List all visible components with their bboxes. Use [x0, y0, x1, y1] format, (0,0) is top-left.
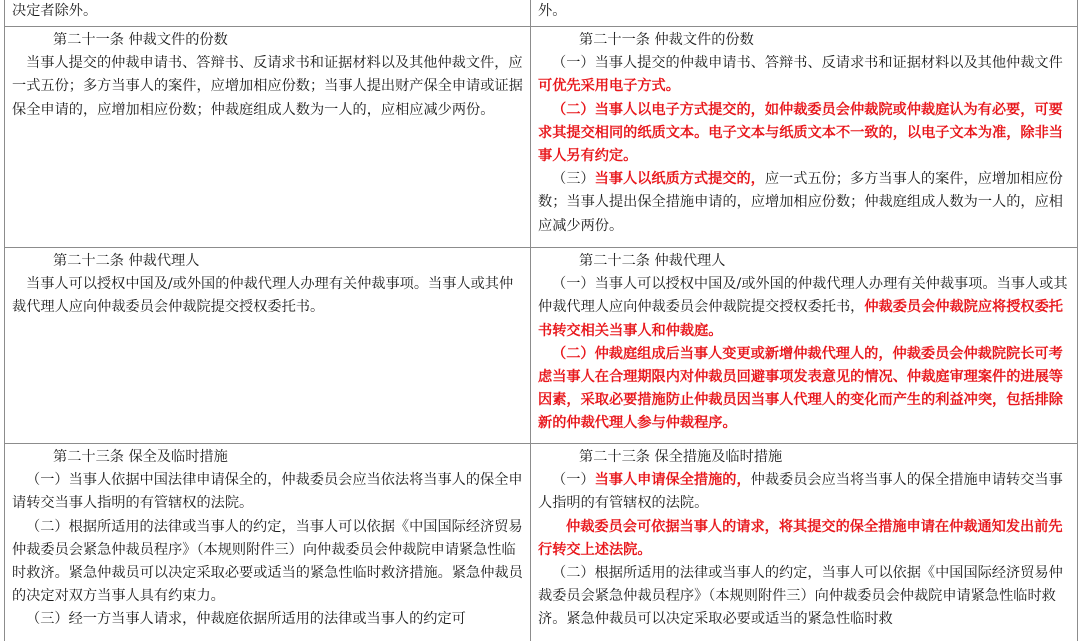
- paragraph: （二）根据所适用的法律或当事人的约定，当事人可以依据《中国国际经济贸易仲裁委员会紧急仲裁员程序》（本规则附件三）向仲裁委员会仲裁院申请紧急性临时救济。紧急仲裁员可以决定采取必要或适当的紧急性临时救: [538, 565, 1063, 628]
- amended-text: 可优先采用电子方式。: [538, 78, 680, 95]
- amended-paragraph: （二）仲裁庭组成后当事人变更或新增仲裁代理人的，仲裁委员会仲裁院院长可考虑当事人在合理期限内对仲裁员回避事项发表意见的情况、仲裁庭审理案件的进展等因素，采取必要措施防止仲裁员因当事人代理人的变化而产生的利益冲突，包括排除新的仲裁代理人参与仲裁程序。: [538, 345, 1063, 432]
- amended-text: 当事人以纸质方式提交的，: [594, 171, 765, 188]
- paragraph: [538, 52, 1070, 98]
- new-rule-cell: [531, 248, 1078, 444]
- paragraph: （二）根据所适用的法律或当事人的约定，当事人可以依据《中国国际经济贸易仲裁委员会紧急仲裁员程序》（本规则附件三）向仲裁委员会仲裁院申请紧急性临时救济。紧急仲裁员可以决定采取必要或适当的紧急性临时救济措施。紧急仲裁员的决定对双方当事人具有约束力。: [12, 518, 523, 605]
- old-rule-cell: [5, 248, 531, 444]
- article-heading: 第二十一条 仲裁文件的份数: [53, 32, 228, 48]
- text-run: 仲裁委员会应当将当事人的保全措施申请转交当事人指明的有管辖权的法院。: [538, 472, 1063, 512]
- old-rule-cell: [5, 444, 531, 641]
- paragraph: （一）当事人依据中国法律申请保全的，仲裁委员会应当依法将当事人的保全申请转交当事人指明的有管辖权的法院。: [12, 472, 523, 512]
- text-run: 应一式五份；多方当事人的案件，应增加相应份数；当事人提出保全措施申请的，应增加相应份数；仲裁庭组成人数为一人的，应相应减少两份。: [538, 171, 1063, 234]
- article-heading: 第二十三条 保全措施及临时措施: [579, 449, 783, 465]
- paragraph: （三）经一方当事人请求，仲裁庭依据所适用的法律或当事人的约定可: [26, 611, 466, 628]
- table-row: [5, 27, 1078, 248]
- article-heading: 第二十三条 保全及临时措施: [53, 449, 228, 465]
- table-row: [5, 444, 1078, 641]
- table-row: [5, 248, 1078, 444]
- paragraph: [538, 168, 1070, 238]
- old-rule-cell: [5, 27, 531, 248]
- new-rule-cell: [531, 27, 1078, 248]
- new-rule-cell: [531, 0, 1078, 27]
- amended-text: 当事人申请保全措施的，: [594, 472, 751, 489]
- paragraph: 当事人提交的仲裁申请书、答辩书、反请求书和证据材料以及其他仲裁文件，应一式五份；多方当事人的案件，应增加相应份数；当事人提出财产保全申请或证据保全申请的，应增加相应份数；仲裁庭组成人数为一人的，应相应减少两份。: [12, 55, 523, 118]
- article-heading: 第二十二条 仲裁代理人: [579, 253, 726, 269]
- amended-paragraph: 仲裁委员会可依据当事人的请求，将其提交的保全措施申请在仲裁通知发出前先行转交上述法院。: [538, 518, 1063, 558]
- article-heading: 第二十一条 仲裁文件的份数: [579, 32, 754, 48]
- paragraph: 决定者除外。: [12, 3, 98, 19]
- rules-comparison-table: [4, 0, 1078, 641]
- text-run: （一）: [552, 472, 595, 489]
- text-run: （三）: [552, 171, 595, 188]
- text-run: （一）当事人提交的仲裁申请书、答辩书、反请求书和证据材料以及其他仲裁文件: [552, 55, 1063, 72]
- new-rule-cell: [531, 444, 1078, 641]
- article-heading: 第二十二条 仲裁代理人: [53, 253, 200, 269]
- paragraph: [538, 469, 1070, 515]
- table-row: [5, 0, 1078, 27]
- paragraph: 当事人可以授权中国及/或外国的仲裁代理人办理有关仲裁事项。当事人或其仲裁代理人应向仲裁委员会仲裁院提交授权委托书。: [12, 276, 514, 316]
- amended-paragraph: （二）当事人以电子方式提交的，如仲裁委员会仲裁院或仲裁庭认为有必要，可要求其提交相同的纸质文本。电子文本与纸质文本不一致的，以电子文本为准，除非当事人另有约定。: [538, 101, 1063, 165]
- paragraph: 外。: [538, 3, 567, 19]
- amended-text: 仲裁委员会仲裁院应将授权委托书转交相关当事人和仲裁庭。: [538, 299, 1063, 339]
- old-rule-cell: [5, 0, 531, 27]
- text-run: （一）当事人可以授权中国及/或外国的仲裁代理人办理有关仲裁事项。当事人或其仲裁代理人应向仲裁委员会仲裁院提交授权委托书，: [538, 276, 1068, 316]
- paragraph: [538, 273, 1070, 343]
